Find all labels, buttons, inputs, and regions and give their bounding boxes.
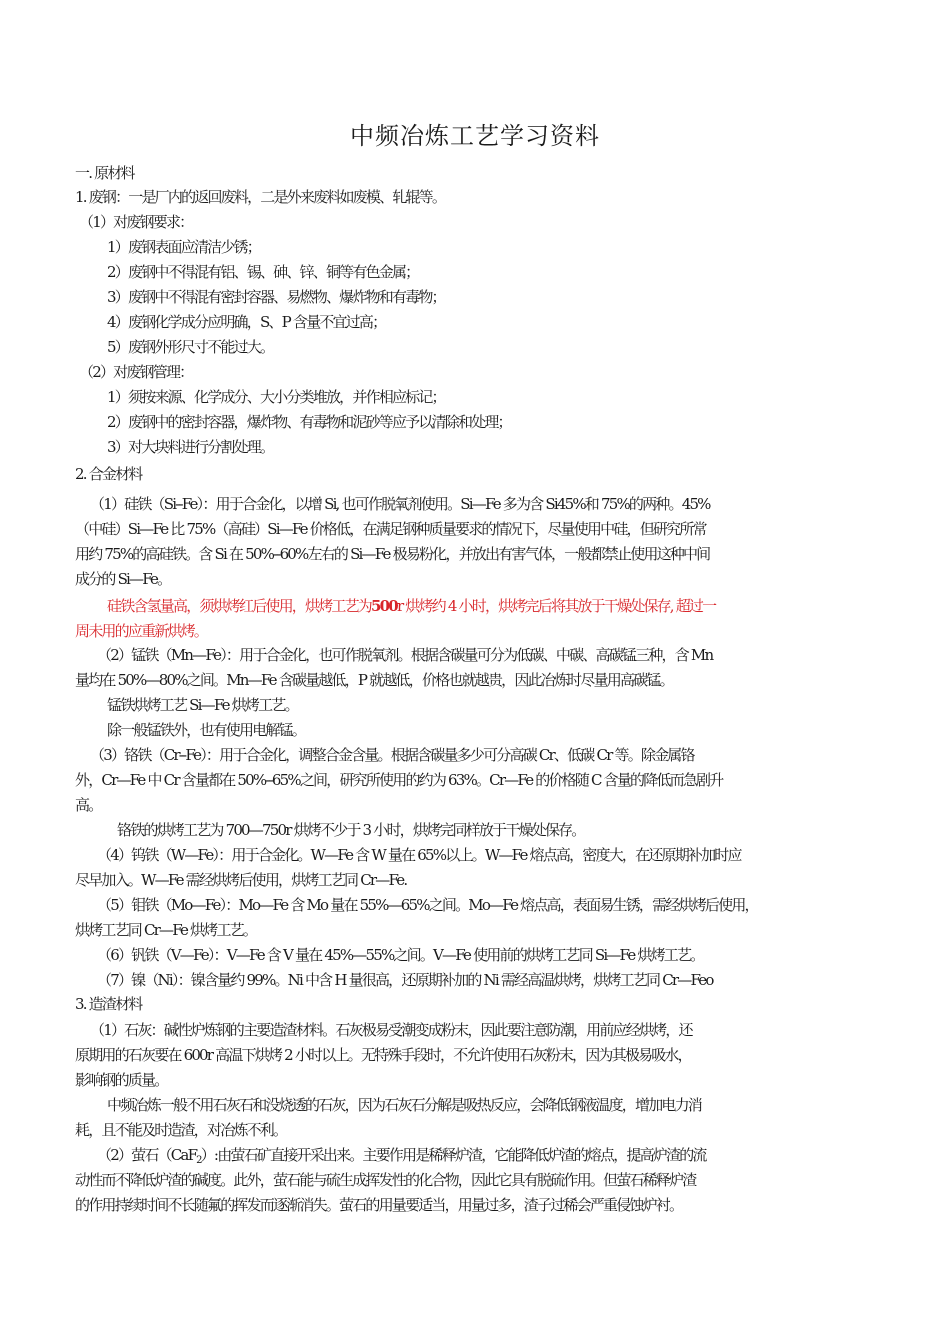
- lime-paragraph: 中频冶炼一般不用石灰石和没烧透的石灰，因为石灰石分解是吸热反应，会降低钢液温度，增加电力消: [107, 1096, 702, 1114]
- ferrochrome-paragraph: （3）铬铁（Cr--Fe）：用于合金化，调整合金含量。根据含碳量多少可分高碳 Cr、低碳 Cr 等。除金属铬: [90, 746, 694, 764]
- ferromolybdenum-paragraph: （5）钼铁（Mo—Fe）：Mo—Fe 含 Mo 量在 55%—65%之间。Mo—Fe 熔点高，表面易生锈，需经烘烤后使用，: [97, 896, 758, 914]
- ferrochrome-paragraph: 高。: [75, 796, 102, 814]
- ferromanganese-paragraph: （2）锰铁（Mn—Fe）：用于合金化，也可作脱氧剂。根据含碳量可分为低碳、中碳、高碳锰三种，含 Mn: [97, 646, 713, 664]
- scrap-steel-item: 1. 废钢：一是厂内的返回废料，二是外来废料如废模、轧辊等。: [75, 188, 446, 206]
- section-heading-slag: 3. 造渣材料: [75, 995, 142, 1013]
- ferrosilicon-baking-note: 硅铁含氢量高，须烘烤红后使用，烘烤工艺为500r 烘烤约 4 小时，烘烤完后将其放于干燥处保存, 超过一: [107, 597, 716, 615]
- scrap-requirements-heading: （1）对废钢要求：: [79, 213, 193, 231]
- nickel-paragraph: （7）镍（Ni）：镍含量约 99%。Ni 中含 H 量很高，还原期补加的 Ni 需经高温烘烤，烘烤工艺同 Cr—Feo: [97, 971, 713, 989]
- ferrotungsten-paragraph: 尽早加入。W—Fe 需经烘烤后使用，烘烤工艺同 Cr—Fe.: [75, 871, 407, 889]
- ferrosilicon-paragraph: 成分的 Si—Fe。: [75, 570, 171, 588]
- ferrosilicon-paragraph: 用约 75%的高硅铁。含 Si 在 50%--60%左右的 Si—Fe 极易粉化，并放出有害气体，一般都禁止使用这种中间: [75, 545, 710, 563]
- scrap-requirement-item: 3）废钢中不得混有密封容器、易燃物、爆炸物和有毒物；: [107, 288, 445, 306]
- ferrochrome-paragraph: 铬铁的烘烤工艺为 700—750r 烘烤不少于 3 小时，烘烤完同样放于干燥处保存。: [117, 821, 585, 839]
- lime-paragraph: （1）石灰：碱性炉炼钢的主要造渣材料。石灰极易受潮变成粉末，因此要注意防潮，用前应经烘烤，还: [90, 1021, 692, 1039]
- ferromanganese-paragraph: 量均在 50%—80%之间。Mn—Fe 含碳量越低，P 就越低，价格也就越贵，因此冶炼时尽量用高碳锰。: [75, 671, 673, 689]
- scrap-management-item: 3）对大块料进行分割处理。: [107, 438, 274, 456]
- section-heading-alloys: 2. 合金材料: [75, 465, 142, 483]
- fluorite-paragraph: （2）萤石（CaF$_2$）:由萤石矿直接开采出来。主要作用是稀释炉渣，它能降低炉渣的熔点，提高炉渣的流: [97, 1146, 706, 1166]
- lime-paragraph: 影响钢的质量。: [75, 1071, 168, 1089]
- document-title: 中频冶炼工艺学习资料: [350, 122, 600, 150]
- lime-paragraph: 原期用的石灰要在 600r 高温下烘烤 2 小时以上。无特殊手段时，不允许使用石灰粉末，因为其极易吸水，: [75, 1046, 691, 1064]
- fluorite-paragraph: 动性而不降低炉渣的碱度。此外，萤石能与硫生成挥发性的化合物，因此它具有脱硫作用。但萤石稀释炉渣: [75, 1171, 696, 1189]
- scrap-requirement-item: 4）废钢化学成分应明确，S、P 含量不宜过高；: [107, 313, 386, 331]
- ferrovanadium-paragraph: （6）钒铁（V—Fe）：V—Fe 含 V 量在 45%—55%之间。V—Fe 使用前的烘烤工艺同 Si—Fe 烘烤工艺。: [97, 946, 704, 964]
- ferrotungsten-paragraph: （4）钨铁（W—Fe）：用于合金化。W—Fe 含 W 量在 65%以上。W—Fe 熔点高，密度大，在还原期补加时应: [97, 846, 741, 864]
- scrap-management-item: 2）废钢中的密封容器，爆炸物、有毒物和泥砂等应予以清除和处理；: [107, 413, 511, 431]
- ferromanganese-paragraph: 锰铁烘烤工艺 Si—Fe 烘烤工艺。: [107, 696, 298, 714]
- scrap-management-item: 1）须按来源、化学成分、大小分类堆放，并作相应标记；: [107, 388, 445, 406]
- lime-paragraph: 耗，且不能及时造渣，对冶炼不利。: [75, 1121, 287, 1139]
- scrap-requirement-item: 2）废钢中不得混有铝、锡、砷、锌、铜等有色金属；: [107, 263, 419, 281]
- ferrosilicon-paragraph: （中硅）Si—Fe 比 75%（高硅）Si—Fe 价格低，在满足钢种质量要求的情况下，尽量使用中硅，但研究所常: [75, 520, 706, 538]
- ferrosilicon-paragraph: （1）硅铁（Si--Fe）：用于合金化，以增 Si, 也可作脱氧剂使用。Si—Fe 多为含 Si45%和 75%的两种。45%: [90, 495, 710, 513]
- scrap-management-heading: （2）对废钢管理：: [79, 363, 193, 381]
- scrap-requirement-item: 5）废钢外形尺寸不能过大。: [107, 338, 274, 356]
- ferromanganese-paragraph: 除一般锰铁外，也有使用电解锰。: [107, 721, 306, 739]
- fluorite-paragraph: 的作用持续时间不长随氟的挥发而逐渐消失。萤石的用量要适当，用量过多，渣子过稀会严重侵蚀炉衬。: [75, 1196, 683, 1214]
- ferrosilicon-baking-note: 周未用的应重新烘烤。: [75, 622, 208, 640]
- ferrochrome-paragraph: 外，Cr—Fe 中 Cr 含量都在 50%--65%之间，研究所使用的约为 63%。Cr—Fe 的价格随 C 含量的降低而急剧升: [75, 771, 723, 789]
- scrap-requirement-item: 1）废钢表面应清洁少锈；: [107, 238, 260, 256]
- section-heading-raw-materials: 一. 原材料: [75, 164, 134, 182]
- ferromolybdenum-paragraph: 烘烤工艺同 Cr—Fe 烘烤工艺。: [75, 921, 257, 939]
